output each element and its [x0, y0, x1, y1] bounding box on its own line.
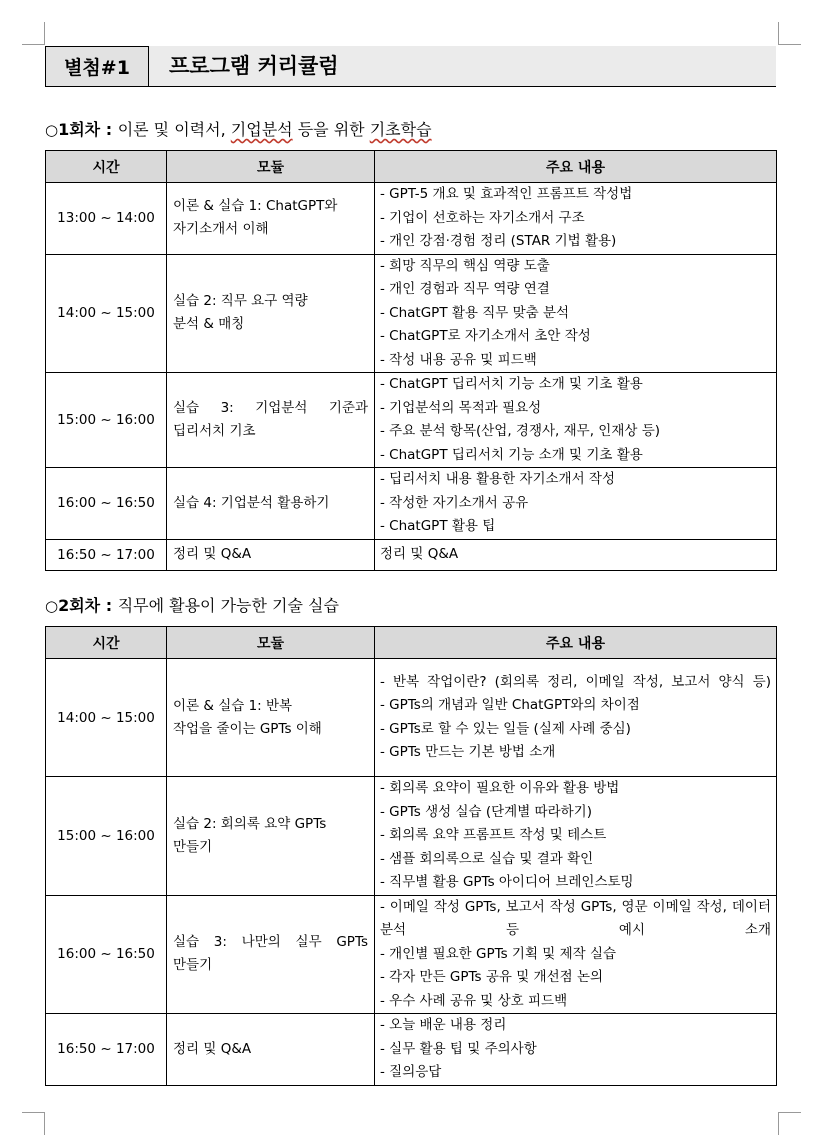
content-cell [375, 468, 777, 540]
content-item: - 우수 사례 공유 및 상호 피드백 [380, 992, 568, 1009]
crop-mark-bottom-right [778, 1112, 801, 1135]
document-title-bar [45, 46, 776, 87]
module-cell: 실습 3: 기업분석 기준과 딥리서치 기초 [167, 373, 375, 468]
content-item: - ChatGPT 활용 직무 맞춤 분석 [380, 304, 570, 321]
content-item: - 딥리서치 내용 활용한 자기소개서 작성 [380, 471, 615, 487]
table-header-row [46, 627, 777, 659]
content-item: - 희망 직무의 핵심 역량 도출 [380, 257, 550, 274]
time-cell: 14:00 ~ 15:00 [46, 254, 167, 373]
content-item: - GPTs 생성 실습 (단계별 따라하기) [380, 803, 592, 820]
session-2-table [45, 626, 777, 1086]
content-item: - 회의록 요약 프롬프트 작성 및 테스트 [380, 827, 607, 843]
table-row [46, 373, 777, 468]
column-header-time: 시간 [46, 627, 167, 659]
module-cell: 이론 & 실습 1: ChatGPT와 자기소개서 이해 [167, 183, 375, 255]
content-item: - ChatGPT 딥리서치 기능 소개 및 기초 활용 [380, 446, 643, 463]
content-item: - 반복 작업이란? (회의록 정리, 이메일 작성, 보고서 양식 등) [380, 673, 771, 690]
content-item: - ChatGPT 딥리서치 기능 소개 및 기초 활용 [380, 376, 643, 392]
page-title: 프로그램 커리큘럼 [169, 54, 339, 78]
table-row [46, 777, 777, 896]
column-header-module: 모듈 [167, 627, 375, 659]
content-cell [375, 539, 777, 570]
attachment-badge: 별첨#1 [45, 46, 149, 86]
session-1-heading: ○1회차 : 이론 및 이력서, 기업분석 등을 위한 기초학습 [45, 120, 432, 139]
session-1-label: 1회차 [58, 120, 101, 139]
content-item: - GPTs 만드는 기본 방법 소개 [380, 744, 556, 760]
time-cell: 16:00 ~ 16:50 [46, 468, 167, 540]
content-item: - 질의응답 [380, 1064, 442, 1080]
content-cell [375, 777, 777, 896]
module-cell: 실습 4: 기업분석 활용하기 [167, 468, 375, 540]
content-cell [375, 254, 777, 373]
session-2-heading: ○2회차 : 직무에 활용이 가능한 기술 실습 [45, 596, 339, 615]
crop-mark-top-left [22, 22, 45, 45]
session-1-topic-part: 이론 및 이력서, [117, 120, 231, 139]
content-item: - 개인 강점·경험 정리 (STAR 기법 활용) [380, 233, 617, 249]
table-row [46, 659, 777, 777]
session-2-topic: 직무에 활용이 가능한 기술 실습 [117, 596, 339, 615]
table-row [46, 539, 777, 570]
bullet-circle-icon: ○ [45, 121, 59, 139]
content-cell [375, 659, 777, 777]
table-row [46, 1014, 777, 1086]
column-header-content: 주요 내용 [375, 151, 777, 183]
content-item: - GPTs로 할 수 있는 일들 (실제 사례 중심) [380, 720, 631, 737]
content-item: - 작성 내용 공유 및 피드백 [380, 351, 537, 368]
module-cell: 정리 및 Q&A [167, 1014, 375, 1086]
time-cell: 14:00 ~ 15:00 [46, 659, 167, 777]
content-item: - 작성한 자기소개서 공유 [380, 494, 529, 511]
time-cell: 15:00 ~ 16:00 [46, 373, 167, 468]
time-cell: 13:00 ~ 14:00 [46, 183, 167, 255]
content-cell [375, 1014, 777, 1086]
content-item: - 실무 활용 팁 및 주의사항 [380, 1040, 537, 1057]
content-item: - 개인 경험과 직무 역량 연결 [380, 281, 550, 297]
column-header-time: 시간 [46, 151, 167, 183]
content-item: - ChatGPT 활용 팁 [380, 518, 496, 534]
content-cell [375, 373, 777, 468]
table-row [46, 468, 777, 540]
module-cell: 실습 2: 회의록 요약 GPTs 만들기 [167, 777, 375, 896]
content-item: 정리 및 Q&A [380, 545, 459, 562]
crop-mark-top-right [778, 22, 801, 45]
time-cell: 16:50 ~ 17:00 [46, 539, 167, 570]
session-1-table [45, 150, 777, 571]
content-cell [375, 895, 777, 1014]
content-item: - 기업이 선호하는 자기소개서 구조 [380, 209, 585, 226]
module-cell: 정리 및 Q&A [167, 539, 375, 570]
table-header-row [46, 151, 777, 183]
content-item: - 이메일 작성 GPTs, 보고서 작성 GPTs, 영문 이메일 작성, 데이터 분석 등 예시 소개 [380, 898, 771, 938]
content-item: - 각자 만든 GPTs 공유 및 개선점 논의 [380, 969, 604, 985]
time-cell: 16:50 ~ 17:00 [46, 1014, 167, 1086]
time-cell: 15:00 ~ 16:00 [46, 777, 167, 896]
content-cell [375, 183, 777, 255]
content-item: - 샘플 회의록으로 실습 및 결과 확인 [380, 850, 594, 867]
content-item: - 주요 분석 항목(산업, 경쟁사, 재무, 인재상 등) [380, 423, 661, 439]
module-cell: 실습 3: 나만의 실무 GPTs 만들기 [167, 895, 375, 1014]
table-row [46, 183, 777, 255]
column-header-module: 모듈 [167, 151, 375, 183]
content-item: - GPTs의 개념과 일반 ChatGPT와의 차이점 [380, 697, 640, 713]
table-row [46, 254, 777, 373]
session-1-topic-part: 기업분석 [230, 120, 293, 139]
session-1-topic-part: 등을 위한 [292, 120, 370, 139]
bullet-circle-icon: ○ [45, 597, 59, 615]
content-item: - 개인별 필요한 GPTs 기획 및 제작 실습 [380, 945, 617, 962]
table-row [46, 895, 777, 1014]
content-item: - 직무별 활용 GPTs 아이디어 브레인스토밍 [380, 874, 634, 890]
content-item: - ChatGPT로 자기소개서 초안 작성 [380, 328, 591, 344]
content-item: - 기업분석의 목적과 필요성 [380, 399, 542, 416]
module-cell: 실습 2: 직무 요구 역량 분석 & 매칭 [167, 254, 375, 373]
time-cell: 16:00 ~ 16:50 [46, 895, 167, 1014]
session-1-topic-part: 기초학습 [369, 120, 432, 139]
content-item: - 오늘 배운 내용 정리 [380, 1017, 507, 1033]
session-2-label: 2회차 [58, 596, 101, 615]
module-cell: 이론 & 실습 1: 반복 작업을 줄이는 GPTs 이해 [167, 659, 375, 777]
content-item: - GPT-5 개요 및 효과적인 프롬프트 작성법 [380, 186, 633, 202]
column-header-content: 주요 내용 [375, 627, 777, 659]
crop-mark-bottom-left [22, 1112, 45, 1135]
content-item: - 회의록 요약이 필요한 이유와 활용 방법 [380, 780, 620, 796]
